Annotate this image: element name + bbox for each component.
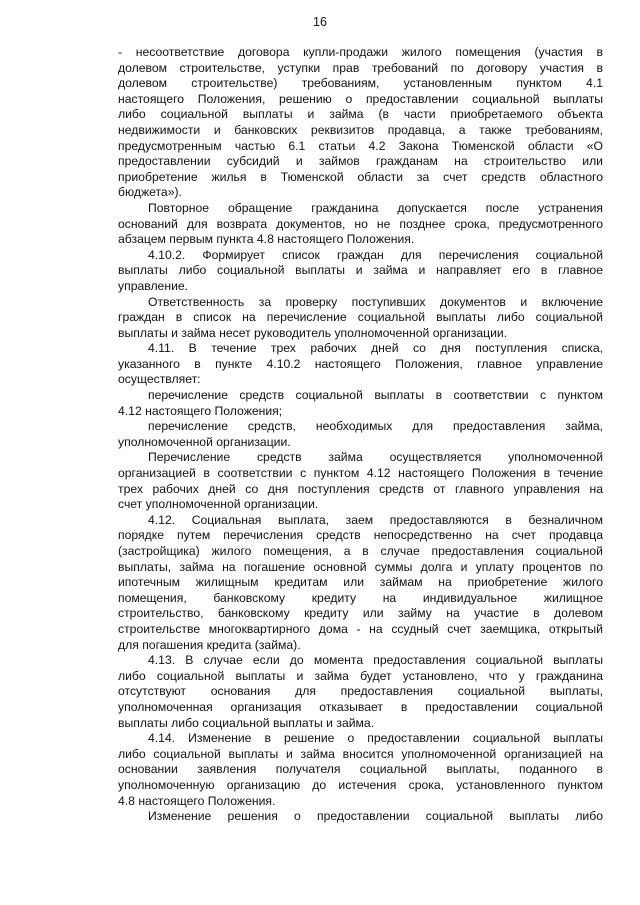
text-line: граждан в список на перечисление социальной выплаты либо социальной <box>118 310 603 325</box>
text-line: выплаты либо социальной выплаты и займа. <box>118 715 375 730</box>
text-line: выплаты либо социальной выплаты и займа и направляет его в главное <box>118 263 603 278</box>
text-line: 4.8 настоящего Положения. <box>118 793 276 808</box>
text-line: (застройщика) жилого помещения, а в случае предоставления социальной <box>118 544 603 558</box>
text-line: настоящего Положения, решению о предоставлении социальной выплаты <box>118 91 603 106</box>
text-line: уполномоченной организации. <box>118 434 291 449</box>
page-number: 16 <box>313 15 327 29</box>
text-line: основании заявления получателя социальной выплаты, поданного в <box>118 762 603 777</box>
text-line: указанного в пункте 4.10.2 настоящего Положения, главное управление <box>118 356 603 371</box>
text-line: - несоответствие договора купли-продажи жилого помещения (участия в <box>118 45 603 59</box>
text-line: Ответственность за проверку поступивших документов и включение <box>148 294 603 309</box>
text-line: уполномоченная организация отказывает в предоставлении социальной <box>118 699 603 714</box>
document-body <box>118 45 603 825</box>
text-line: предоставлении субсидий и займов гражданам на строительство или <box>118 154 603 169</box>
text-line: трех рабочих дней со дня поступления средств от главного управления на <box>118 481 603 496</box>
text-line: уполномоченную организацию до истечения срока, установленного пунктом <box>118 777 603 792</box>
text-line: строительство, банковскому кредиту или займу на участие в долевом <box>118 606 603 621</box>
text-line: либо социальной выплаты и займа (в части приобретаемого объекта <box>118 107 603 122</box>
text-line: перечисление средств социальной выплаты в соответствии с пунктом <box>148 388 603 403</box>
text-line: помещения, банковскому кредиту на индивидуальное жилищное <box>118 590 603 605</box>
text-line: предусмотренным частью 6.1 статьи 4.2 Закона Тюменской области «О <box>118 138 603 153</box>
text-line: ипотечным жилищным кредитам или займам на приобретение жилого <box>118 575 603 590</box>
text-line: счет уполномоченной организации. <box>118 497 319 512</box>
text-line: Перечисление средств займа осуществляется уполномоченной <box>148 450 603 465</box>
text-line: долевом строительстве, уступки прав требований по договору участия в <box>118 60 603 75</box>
text-line: строительстве многоквартирного дома - на ссудный счет заемщика, открытый <box>118 621 603 636</box>
text-line: 4.12. Социальная выплата, заем предоставляются в безналичном <box>148 512 603 527</box>
text-line: 4.11. В течение трех рабочих дней со дня поступления списка, <box>148 341 603 356</box>
text-line: осуществляет: <box>118 372 201 387</box>
text-line: бюджета»). <box>118 185 182 200</box>
text-line: выплаты, займа на погашение основной суммы долга и уплату процентов по <box>118 559 603 574</box>
text-line: 4.13. В случае если до момента предоставления социальной выплаты <box>148 653 603 668</box>
text-line: 4.10.2. Формирует список граждан для перечисления социальной <box>148 247 603 262</box>
text-line: организацией в соответствии с пунктом 4.12 настоящего Положения в течение <box>118 466 603 481</box>
text-line: либо социальной выплаты и займа вносится уполномоченной организацией на <box>118 746 603 761</box>
text-line: 4.14. Изменение в решение о предоставлении социальной выплаты <box>148 731 603 746</box>
text-line: для погашения кредита (займа). <box>118 637 301 652</box>
text-line: отсутствуют основания для предоставления социальной выплаты, <box>118 684 603 699</box>
text-line: долевом строительстве) требованиям, установленным пунктом 4.1 <box>118 76 603 91</box>
text-line: либо социальной выплаты и займа будет установлено, что у гражданина <box>118 668 603 683</box>
text-line: перечисление средств, необходимых для предоставления займа, <box>148 419 603 434</box>
text-line: Повторное обращение гражданина допускается после устранения <box>148 200 603 215</box>
text-line: абзацем первым пункта 4.8 настоящего Положения. <box>118 232 415 247</box>
text-line: управление. <box>118 278 189 293</box>
text-line: оснований для возврата документов, но не позднее срока, предусмотренного <box>118 216 603 231</box>
text-line: 4.12 настоящего Положения; <box>118 403 283 418</box>
text-line: выплаты и займа несет руководитель уполномоченной организации. <box>118 325 508 340</box>
text-line: приобретение жилья в Тюменской области за счет средств областного <box>118 169 603 184</box>
text-line: Изменение решения о предоставлении социальной выплаты либо <box>148 809 603 824</box>
text-line: недвижимости и банковских реквизитов продавца, а также требованиям, <box>118 122 603 137</box>
text-line: порядке путем перечисления средств непосредственно на счет продавца <box>118 528 603 543</box>
